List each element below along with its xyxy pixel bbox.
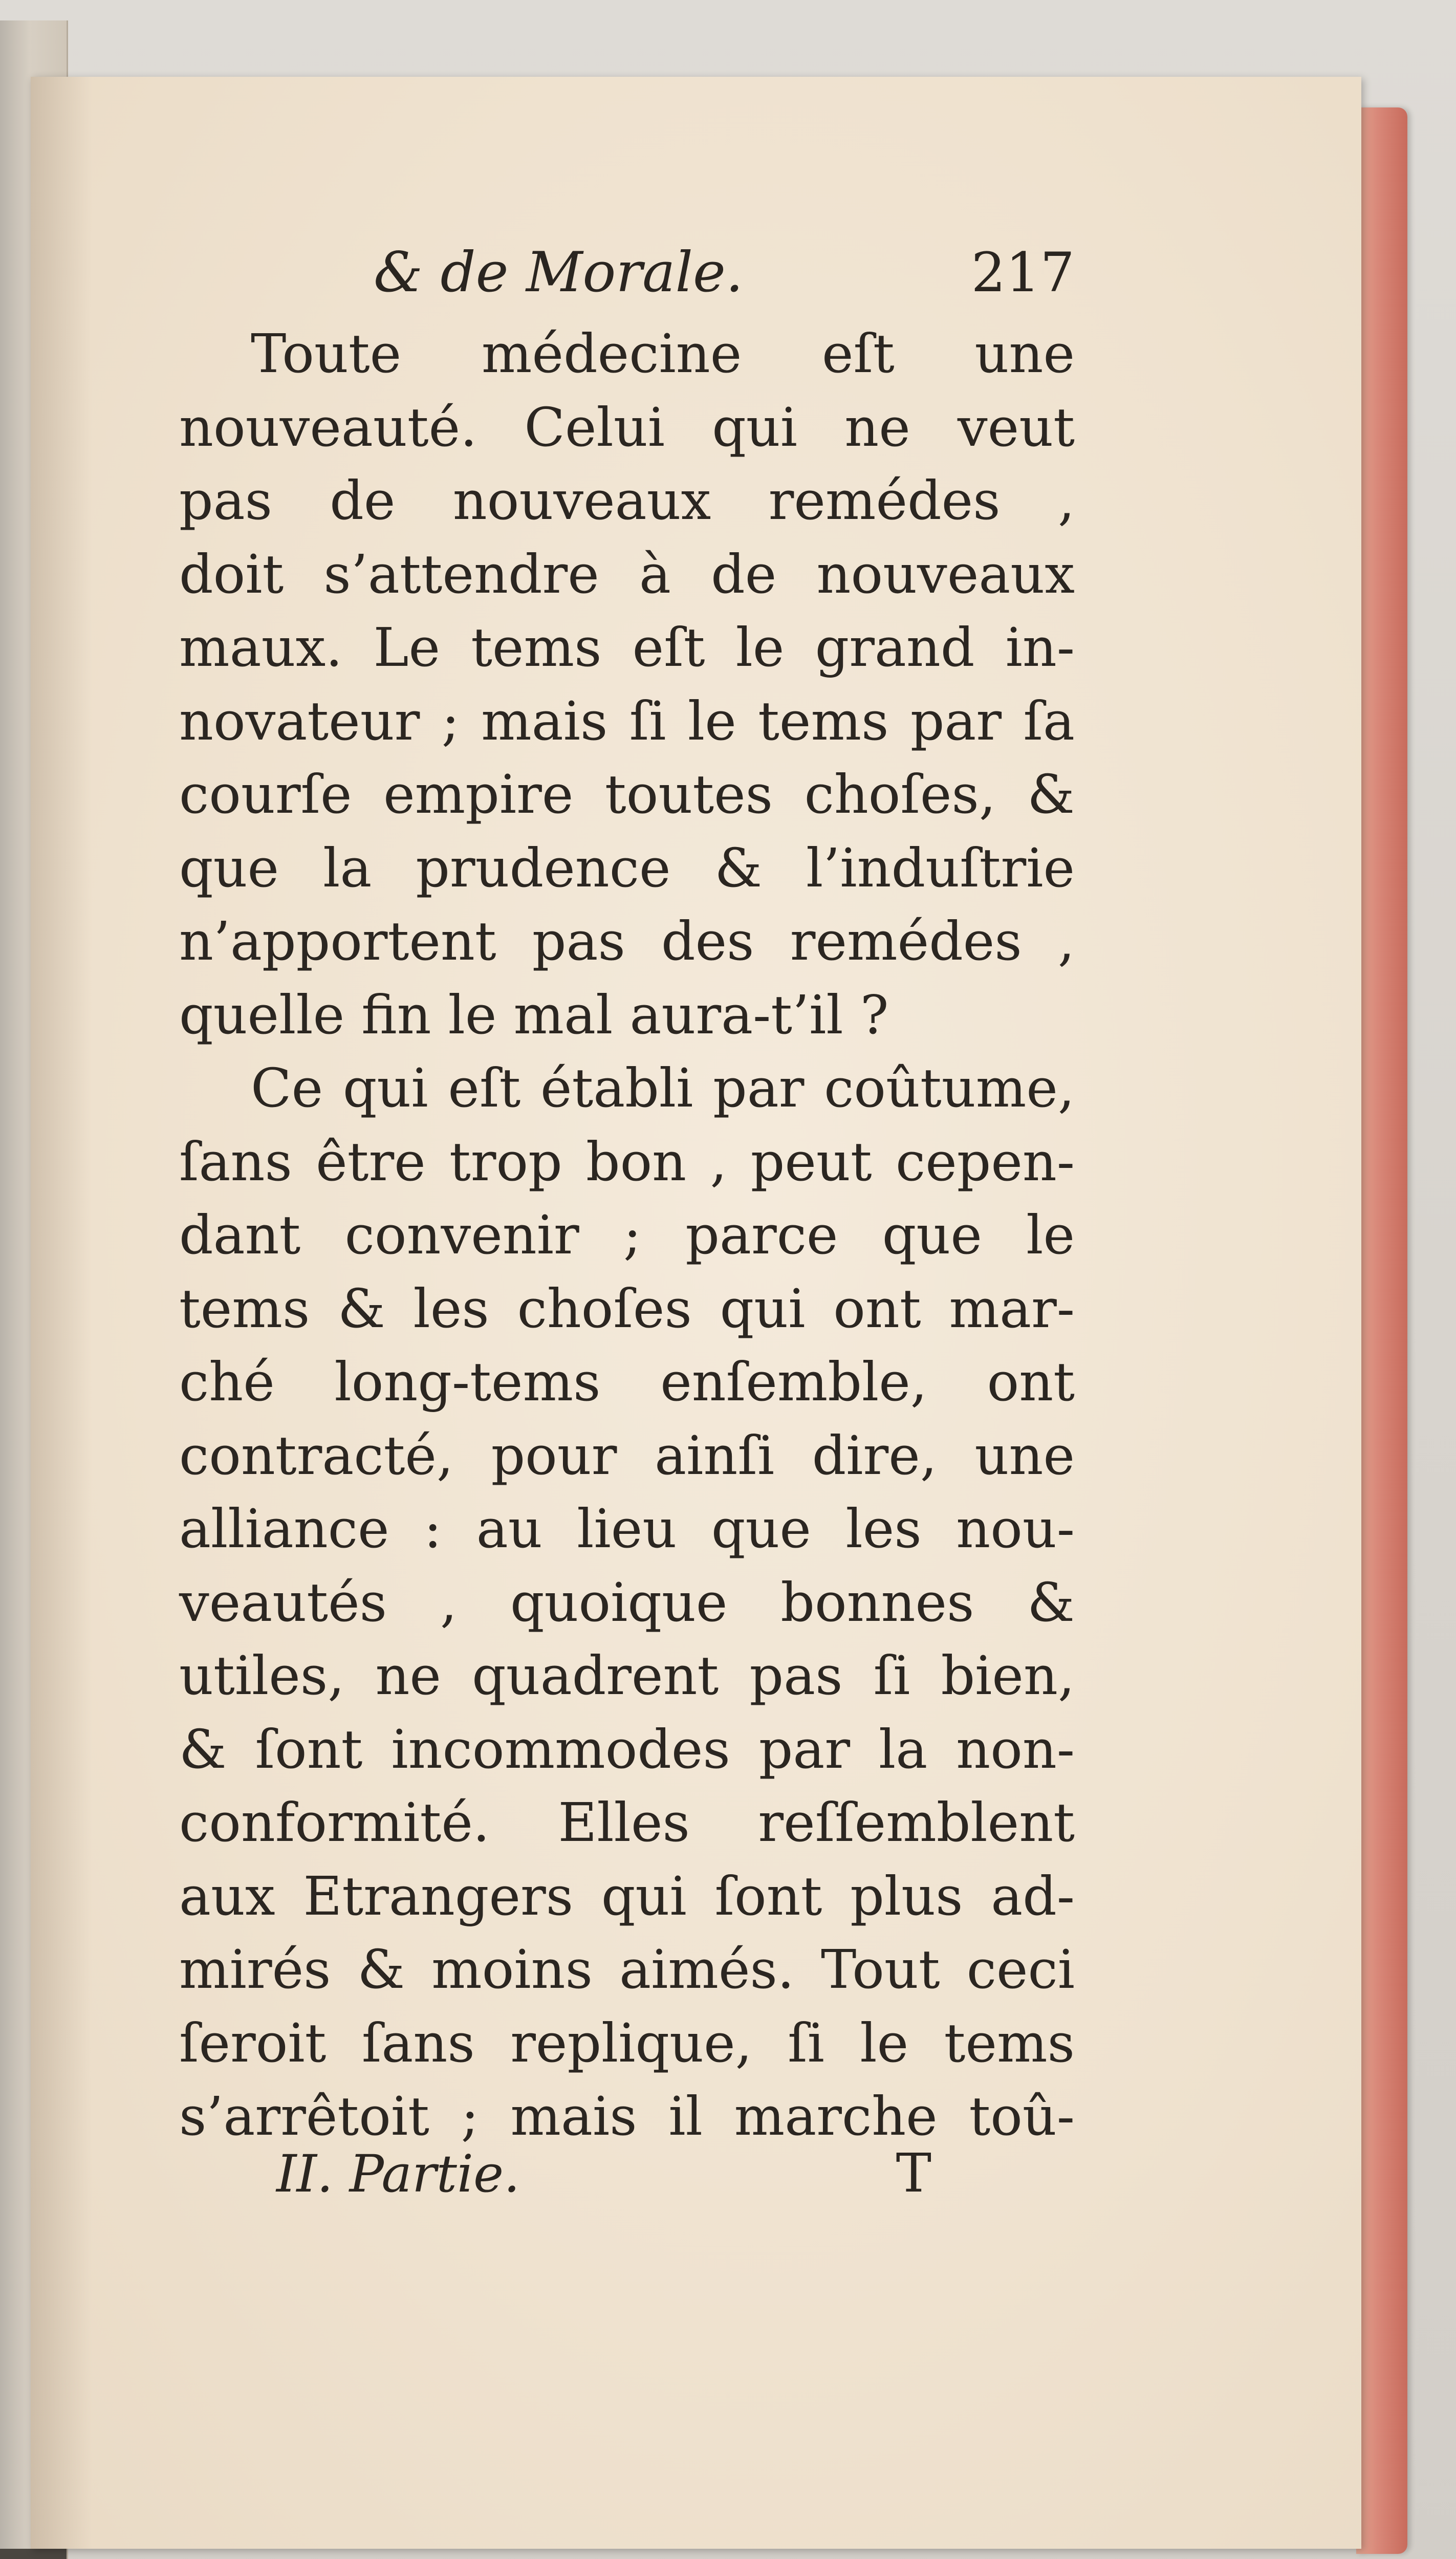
signature-mark: T xyxy=(896,2142,931,2204)
text-line: mirés & moins aimés. Tout ceci xyxy=(179,1938,1075,2001)
text-line: pas de nouveaux remédes , xyxy=(179,469,1075,532)
text-line: maux. Le tems eſt le grand in- xyxy=(179,616,1075,679)
text-line: Toute médecine eſt une xyxy=(251,322,1075,385)
text-line: contracté, pour ainſi dire, une xyxy=(179,1424,1075,1487)
text-line: ſeroit ſans replique, ſi le tems xyxy=(179,2011,1075,2074)
text-line: novateur ; mais ſi le tems par ſa xyxy=(179,689,1075,752)
text-line: utiles, ne quadrent pas ſi bien, xyxy=(179,1644,1075,1707)
page-stack-edge xyxy=(1356,107,1407,2554)
text-line: courſe empire toutes choſes, & xyxy=(179,763,1075,826)
running-title: & de Morale. xyxy=(374,241,744,305)
text-line: ſans être trop bon , peut cepen- xyxy=(179,1130,1075,1193)
text-line: que la prudence & l’induſtrie xyxy=(179,836,1075,899)
text-line: doit s’attendre à de nouveaux xyxy=(179,543,1075,605)
text-line: nouveauté. Celui qui ne veut xyxy=(179,396,1075,459)
text-line: conformité. Elles reſſemblent xyxy=(179,1791,1075,1854)
text-line: alliance : au lieu que les nou- xyxy=(179,1498,1075,1560)
text-line: veautés , quoique bonnes & xyxy=(179,1571,1075,1634)
text-line: s’arrêtoit ; mais il marche toû- xyxy=(179,2085,1075,2148)
body-text xyxy=(179,317,1075,2154)
text-line: Ce qui eſt établi par coûtume, xyxy=(251,1057,1075,1119)
text-line: ché long-tems enſemble, ont xyxy=(179,1351,1075,1413)
page-number: 217 xyxy=(971,241,1075,304)
text-line: quelle fin le mal aura-t’il ? xyxy=(179,983,889,1046)
gutter-shadow xyxy=(31,77,92,2549)
running-header xyxy=(179,241,1075,322)
part-label: II. Partie. xyxy=(276,2144,520,2204)
text-line: dant convenir ; parce que le xyxy=(179,1204,1075,1266)
text-line: tems & les choſes qui ont mar- xyxy=(179,1277,1075,1340)
binding-shadow xyxy=(0,2549,67,2559)
text-line: aux Etrangers qui ſont plus ad- xyxy=(179,1864,1075,1927)
text-line: n’apportent pas des remédes , xyxy=(179,910,1075,972)
text-line: & ſont incommodes par la non- xyxy=(179,1718,1075,1781)
page-footer xyxy=(276,2142,931,2219)
